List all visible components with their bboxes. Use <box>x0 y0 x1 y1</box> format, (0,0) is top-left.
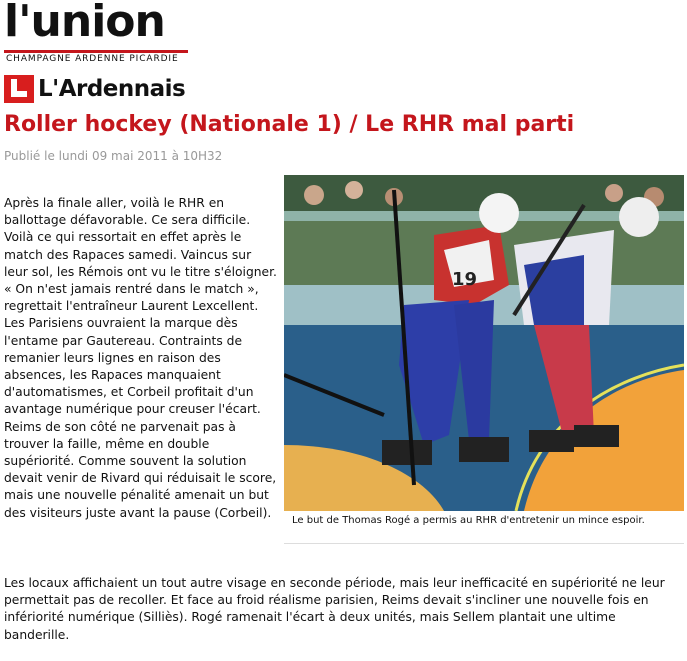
article-paragraph: Les locaux affichaient un tout autre visage en seconde période, mais leur inefficacité en supériorité ne leur permettait pas de recoller. Et face au froid réalisme parisien, Reims devait s'incliner une nouvelle fois en infériorité numérique (Silliès). Rogé ramenait l'écart à deux unités, mais Sellem plantait une ultime banderille. <box>4 576 665 642</box>
logo-divider <box>4 50 188 53</box>
article-title: Roller hockey (Nationale 1) / Le RHR mal parti <box>4 112 575 137</box>
svg-text:19: 19 <box>452 269 478 290</box>
article-photo-figure <box>284 175 684 544</box>
lardennais-wordmark: L'Ardennais <box>38 76 186 102</box>
photo-caption: Le but de Thomas Rogé a permis au RHR d'entretenir un mince espoir. <box>292 515 645 526</box>
region-label: CHAMPAGNE ARDENNE PICARDIE <box>6 54 179 64</box>
lunion-logo[interactable] <box>4 2 188 62</box>
publish-date: Publié le lundi 09 mai 2011 à 10H32 <box>4 149 223 163</box>
roller-hockey-photo[interactable] <box>284 175 684 511</box>
article-paragraph: Les Parisiens ouvraient la marque dès l'entame par Gautereau. Contraints de remanier leurs lignes en raison des absences, les Rapaces manquaient d'automatismes, et Corbeil profitait d'un avantage numérique pour creuser l'écart. Reims de son côté ne parvenait pas à trouver la faille, même en double supériorité. Comme souvent la solution devait venir de Rivard qui réduisait le score, mais une nouvelle pénalité amenait un but des visiteurs juste avant la pause (Corbeil). <box>4 316 277 520</box>
article-body-column <box>4 195 278 522</box>
lardennais-mark-icon <box>4 75 34 103</box>
lunion-wordmark: l'union <box>4 0 165 47</box>
article-paragraph: Après la finale aller, voilà le RHR en ballottage défavorable. Ce sera difficile. Voilà ce qui ressortait en effet après le match des Rapaces samedi. Vaincus sur leur sol, les Rémois ont vu le titre s'éloigner. « On n'est jamais rentré dans le match », regrettait l'entraîneur Laurent Lexcellent. <box>4 196 277 314</box>
lardennais-logo[interactable] <box>4 74 185 104</box>
